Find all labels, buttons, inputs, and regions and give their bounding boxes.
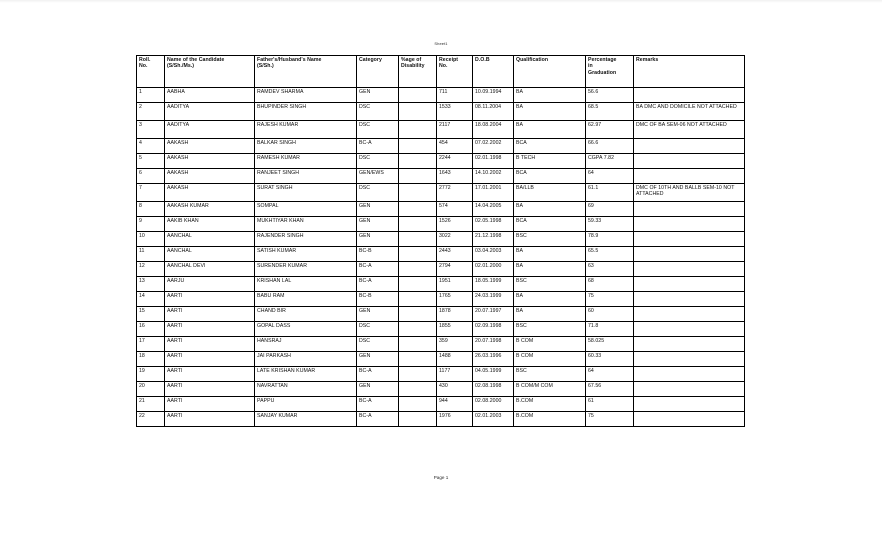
column-header-category: Category (357, 56, 399, 88)
cell-disability-percent (399, 139, 437, 154)
cell-father-husband-name: BHUPINDER SINGH (255, 103, 357, 121)
cell-disability-percent (399, 202, 437, 217)
cell-receipt-no: 1951 (437, 277, 473, 292)
cell-category: GEN (357, 88, 399, 103)
cell-dob: 20.07.1998 (473, 337, 514, 352)
cell-percentage-graduation: 68.5 (586, 103, 634, 121)
table-row (137, 103, 745, 121)
cell-dob: 08.11.2004 (473, 103, 514, 121)
cell-category: BC-B (357, 292, 399, 307)
cell-dob: 24.03.1999 (473, 292, 514, 307)
cell-candidate-name: AARJU (165, 277, 255, 292)
cell-father-husband-name: SURENDER KUMAR (255, 262, 357, 277)
cell-candidate-name: AABHA (165, 88, 255, 103)
cell-disability-percent (399, 367, 437, 382)
table-row (137, 262, 745, 277)
cell-father-husband-name: RAMDEV SHARMA (255, 88, 357, 103)
cell-disability-percent (399, 184, 437, 202)
cell-roll-no: 14 (137, 292, 165, 307)
cell-candidate-name: AAKASH (165, 184, 255, 202)
cell-category: BC-A (357, 277, 399, 292)
table-row (137, 247, 745, 262)
column-header-remarks: Remarks (634, 56, 745, 88)
cell-receipt-no: 1976 (437, 412, 473, 427)
column-header-roll-no: Roll. No. (137, 56, 165, 88)
cell-qualification: BCA (514, 217, 586, 232)
cell-remarks (634, 217, 745, 232)
cell-category: GEN (357, 202, 399, 217)
cell-disability-percent (399, 382, 437, 397)
cell-father-husband-name: JAI PARKASH (255, 352, 357, 367)
cell-father-husband-name: GOPAL DASS (255, 322, 357, 337)
cell-disability-percent (399, 154, 437, 169)
cell-percentage-graduation: 75 (586, 412, 634, 427)
cell-receipt-no: 1488 (437, 352, 473, 367)
cell-father-husband-name: HANSRAJ (255, 337, 357, 352)
table-row (137, 322, 745, 337)
cell-remarks (634, 382, 745, 397)
cell-remarks (634, 154, 745, 169)
cell-category: DSC (357, 103, 399, 121)
cell-receipt-no: 2443 (437, 247, 473, 262)
table-row (137, 397, 745, 412)
cell-candidate-name: AADITYA (165, 103, 255, 121)
cell-candidate-name: AARTI (165, 307, 255, 322)
cell-dob: 07.02.2002 (473, 139, 514, 154)
cell-roll-no: 3 (137, 121, 165, 139)
cell-father-husband-name: SOMPAL (255, 202, 357, 217)
cell-qualification: BSC (514, 277, 586, 292)
cell-category: GEN/EWS (357, 169, 399, 184)
table-row (137, 412, 745, 427)
cell-disability-percent (399, 103, 437, 121)
cell-percentage-graduation: 75 (586, 292, 634, 307)
column-header-receipt-no: Receipt No. (437, 56, 473, 88)
cell-father-husband-name: RAJENDER SINGH (255, 232, 357, 247)
cell-roll-no: 13 (137, 277, 165, 292)
cell-qualification: BCA (514, 139, 586, 154)
cell-receipt-no: 1533 (437, 103, 473, 121)
cell-disability-percent (399, 262, 437, 277)
table-row (137, 184, 745, 202)
column-header-disability-percent: %age of Disability (399, 56, 437, 88)
cell-roll-no: 2 (137, 103, 165, 121)
cell-dob: 02.01.2003 (473, 412, 514, 427)
table-row (137, 307, 745, 322)
cell-roll-no: 5 (137, 154, 165, 169)
cell-roll-no: 18 (137, 352, 165, 367)
cell-remarks (634, 232, 745, 247)
cell-category: BC-A (357, 397, 399, 412)
cell-category: BC-A (357, 139, 399, 154)
cell-category: GEN (357, 232, 399, 247)
column-header-dob: D.O.B (473, 56, 514, 88)
cell-remarks (634, 322, 745, 337)
table-row (137, 367, 745, 382)
cell-dob: 02.05.1998 (473, 217, 514, 232)
cell-qualification: BA (514, 247, 586, 262)
cell-candidate-name: AARTI (165, 337, 255, 352)
cell-dob: 14.10.2002 (473, 169, 514, 184)
cell-disability-percent (399, 307, 437, 322)
cell-father-husband-name: SATISH KUMAR (255, 247, 357, 262)
cell-roll-no: 7 (137, 184, 165, 202)
cell-father-husband-name: SANJAY KUMAR (255, 412, 357, 427)
cell-percentage-graduation: 61 (586, 397, 634, 412)
cell-receipt-no: 2244 (437, 154, 473, 169)
cell-category: BC-A (357, 262, 399, 277)
cell-percentage-graduation: 64 (586, 367, 634, 382)
cell-disability-percent (399, 169, 437, 184)
cell-qualification: BSC (514, 322, 586, 337)
cell-category: BC-A (357, 412, 399, 427)
table-row (137, 352, 745, 367)
cell-percentage-graduation: 61.1 (586, 184, 634, 202)
candidate-roster-table-container (136, 55, 744, 427)
table-body (137, 88, 745, 427)
cell-category: DSC (357, 154, 399, 169)
cell-percentage-graduation: 68 (586, 277, 634, 292)
cell-receipt-no: 711 (437, 88, 473, 103)
cell-candidate-name: AANCHAL (165, 232, 255, 247)
cell-candidate-name: AANCHAL DEVI (165, 262, 255, 277)
cell-qualification: BA (514, 262, 586, 277)
cell-qualification: BA (514, 202, 586, 217)
cell-percentage-graduation: 59.33 (586, 217, 634, 232)
cell-candidate-name: AARTI (165, 367, 255, 382)
cell-dob: 17.01.2001 (473, 184, 514, 202)
cell-remarks: BA DMC AND DOMICILE NOT ATTACHED (634, 103, 745, 121)
cell-receipt-no: 944 (437, 397, 473, 412)
cell-disability-percent (399, 337, 437, 352)
cell-father-husband-name: RANJEET SINGH (255, 169, 357, 184)
cell-remarks (634, 88, 745, 103)
cell-category: DSC (357, 337, 399, 352)
cell-remarks (634, 139, 745, 154)
cell-remarks (634, 247, 745, 262)
cell-remarks (634, 262, 745, 277)
cell-percentage-graduation: 62.97 (586, 121, 634, 139)
cell-receipt-no: 2117 (437, 121, 473, 139)
cell-dob: 18.08.2004 (473, 121, 514, 139)
cell-qualification: B.COM (514, 412, 586, 427)
cell-roll-no: 17 (137, 337, 165, 352)
cell-roll-no: 21 (137, 397, 165, 412)
cell-percentage-graduation: 78.9 (586, 232, 634, 247)
table-header-row (137, 56, 745, 88)
cell-receipt-no: 2772 (437, 184, 473, 202)
cell-qualification: BA (514, 307, 586, 322)
cell-dob: 14.04.2005 (473, 202, 514, 217)
column-header-father-husband-name: Father's/Husband's Name (S/Sh.) (255, 56, 357, 88)
table-row (137, 154, 745, 169)
cell-roll-no: 6 (137, 169, 165, 184)
cell-disability-percent (399, 292, 437, 307)
cell-roll-no: 10 (137, 232, 165, 247)
cell-roll-no: 1 (137, 88, 165, 103)
cell-dob: 10.09.1994 (473, 88, 514, 103)
cell-dob: 26.03.1996 (473, 352, 514, 367)
cell-disability-percent (399, 247, 437, 262)
cell-remarks (634, 277, 745, 292)
cell-disability-percent (399, 352, 437, 367)
cell-qualification: B COM/M COM (514, 382, 586, 397)
cell-candidate-name: AARTI (165, 322, 255, 337)
cell-remarks (634, 169, 745, 184)
cell-qualification: B.COM (514, 397, 586, 412)
page-footer: Page 1 (433, 475, 449, 480)
cell-percentage-graduation: 65.5 (586, 247, 634, 262)
table-row (137, 292, 745, 307)
cell-category: BC-B (357, 247, 399, 262)
cell-disability-percent (399, 217, 437, 232)
cell-candidate-name: AAKASH KUMAR (165, 202, 255, 217)
cell-roll-no: 9 (137, 217, 165, 232)
cell-percentage-graduation: 60 (586, 307, 634, 322)
cell-qualification: BA/LLB (514, 184, 586, 202)
cell-remarks (634, 292, 745, 307)
cell-father-husband-name: BABU RAM (255, 292, 357, 307)
cell-qualification: BSC (514, 232, 586, 247)
cell-dob: 04.05.1999 (473, 367, 514, 382)
cell-receipt-no: 454 (437, 139, 473, 154)
cell-receipt-no: 1177 (437, 367, 473, 382)
cell-candidate-name: AAKASH (165, 169, 255, 184)
cell-qualification: BA (514, 88, 586, 103)
table-row (137, 202, 745, 217)
cell-qualification: BSC (514, 367, 586, 382)
cell-dob: 21.12.1998 (473, 232, 514, 247)
cell-remarks (634, 202, 745, 217)
cell-father-husband-name: PAPPU (255, 397, 357, 412)
column-header-candidate-name: Name of the Candidate (S/Sh./Ms.) (165, 56, 255, 88)
cell-dob: 20.07.1997 (473, 307, 514, 322)
cell-roll-no: 19 (137, 367, 165, 382)
table-row (137, 121, 745, 139)
cell-father-husband-name: RAMESH KUMAR (255, 154, 357, 169)
cell-percentage-graduation: 66.6 (586, 139, 634, 154)
table-row (137, 337, 745, 352)
cell-percentage-graduation: CGPA 7.82 (586, 154, 634, 169)
cell-roll-no: 11 (137, 247, 165, 262)
cell-receipt-no: 1878 (437, 307, 473, 322)
table-row (137, 139, 745, 154)
cell-father-husband-name: SURAT SINGH (255, 184, 357, 202)
candidate-roster-table (136, 55, 745, 427)
cell-roll-no: 22 (137, 412, 165, 427)
cell-category: GEN (357, 217, 399, 232)
cell-roll-no: 16 (137, 322, 165, 337)
cell-receipt-no: 574 (437, 202, 473, 217)
cell-roll-no: 4 (137, 139, 165, 154)
cell-candidate-name: AAKIB KHAN (165, 217, 255, 232)
cell-father-husband-name: BALKAR SINGH (255, 139, 357, 154)
cell-remarks: DMC OF BA SEM-06 NOT ATTACHED (634, 121, 745, 139)
cell-category: GEN (357, 352, 399, 367)
cell-qualification: BA (514, 103, 586, 121)
cell-candidate-name: AAKASH (165, 139, 255, 154)
cell-receipt-no: 3022 (437, 232, 473, 247)
cell-qualification: B COM (514, 352, 586, 367)
cell-percentage-graduation: 58.025 (586, 337, 634, 352)
cell-percentage-graduation: 60.33 (586, 352, 634, 367)
cell-category: GEN (357, 307, 399, 322)
cell-candidate-name: AARTI (165, 412, 255, 427)
cell-father-husband-name: KRISHAN LAL (255, 277, 357, 292)
cell-disability-percent (399, 121, 437, 139)
cell-candidate-name: AARTI (165, 352, 255, 367)
cell-remarks (634, 412, 745, 427)
cell-receipt-no: 1855 (437, 322, 473, 337)
cell-remarks: DMC OF 10TH AND BALLB SEM-10 NOT ATTACHED (634, 184, 745, 202)
cell-receipt-no: 430 (437, 382, 473, 397)
cell-percentage-graduation: 56.6 (586, 88, 634, 103)
cell-candidate-name: AAKASH (165, 154, 255, 169)
cell-remarks (634, 397, 745, 412)
cell-qualification: BA (514, 121, 586, 139)
cell-dob: 02.01.2000 (473, 262, 514, 277)
cell-dob: 02.09.1998 (473, 322, 514, 337)
cell-dob: 18.05.1999 (473, 277, 514, 292)
cell-disability-percent (399, 322, 437, 337)
table-header (137, 56, 745, 88)
table-row (137, 169, 745, 184)
table-row (137, 277, 745, 292)
cell-dob: 03.04.2003 (473, 247, 514, 262)
cell-percentage-graduation: 63 (586, 262, 634, 277)
table-row (137, 232, 745, 247)
cell-father-husband-name: MUKHTIYAR KHAN (255, 217, 357, 232)
cell-percentage-graduation: 67.56 (586, 382, 634, 397)
cell-disability-percent (399, 397, 437, 412)
cell-disability-percent (399, 88, 437, 103)
cell-roll-no: 20 (137, 382, 165, 397)
cell-receipt-no: 1643 (437, 169, 473, 184)
cell-father-husband-name: RAJESH KUMAR (255, 121, 357, 139)
cell-receipt-no: 1526 (437, 217, 473, 232)
cell-qualification: B TECH (514, 154, 586, 169)
cell-disability-percent (399, 277, 437, 292)
table-row (137, 382, 745, 397)
cell-dob: 02.08.1998 (473, 382, 514, 397)
cell-remarks (634, 337, 745, 352)
column-header-qualification: Qualification (514, 56, 586, 88)
cell-roll-no: 15 (137, 307, 165, 322)
cell-category: GEN (357, 382, 399, 397)
cell-receipt-no: 2794 (437, 262, 473, 277)
sheet-label: Sheet1 (434, 41, 448, 46)
cell-disability-percent (399, 232, 437, 247)
cell-candidate-name: AANCHAL (165, 247, 255, 262)
cell-receipt-no: 1765 (437, 292, 473, 307)
cell-remarks (634, 352, 745, 367)
cell-candidate-name: AADITYA (165, 121, 255, 139)
cell-remarks (634, 367, 745, 382)
cell-disability-percent (399, 412, 437, 427)
column-header-percentage-graduation: Percentage in Graduation (586, 56, 634, 88)
cell-candidate-name: AARTI (165, 382, 255, 397)
cell-category: DSC (357, 184, 399, 202)
cell-qualification: BCA (514, 169, 586, 184)
cell-category: BC-A (357, 367, 399, 382)
cell-dob: 02.01.1998 (473, 154, 514, 169)
cell-percentage-graduation: 69 (586, 202, 634, 217)
cell-receipt-no: 359 (437, 337, 473, 352)
cell-percentage-graduation: 64 (586, 169, 634, 184)
cell-category: DSC (357, 121, 399, 139)
cell-roll-no: 8 (137, 202, 165, 217)
cell-percentage-graduation: 71.8 (586, 322, 634, 337)
cell-qualification: B COM (514, 337, 586, 352)
cell-father-husband-name: NAVRATTAN (255, 382, 357, 397)
cell-candidate-name: AARTI (165, 292, 255, 307)
cell-dob: 02.08.2000 (473, 397, 514, 412)
cell-category: DSC (357, 322, 399, 337)
cell-candidate-name: AARTI (165, 397, 255, 412)
cell-father-husband-name: CHAND BIR (255, 307, 357, 322)
cell-father-husband-name: LATE KRISHAN KUMAR (255, 367, 357, 382)
cell-remarks (634, 307, 745, 322)
cell-roll-no: 12 (137, 262, 165, 277)
table-row (137, 217, 745, 232)
table-row (137, 88, 745, 103)
cell-qualification: BA (514, 292, 586, 307)
